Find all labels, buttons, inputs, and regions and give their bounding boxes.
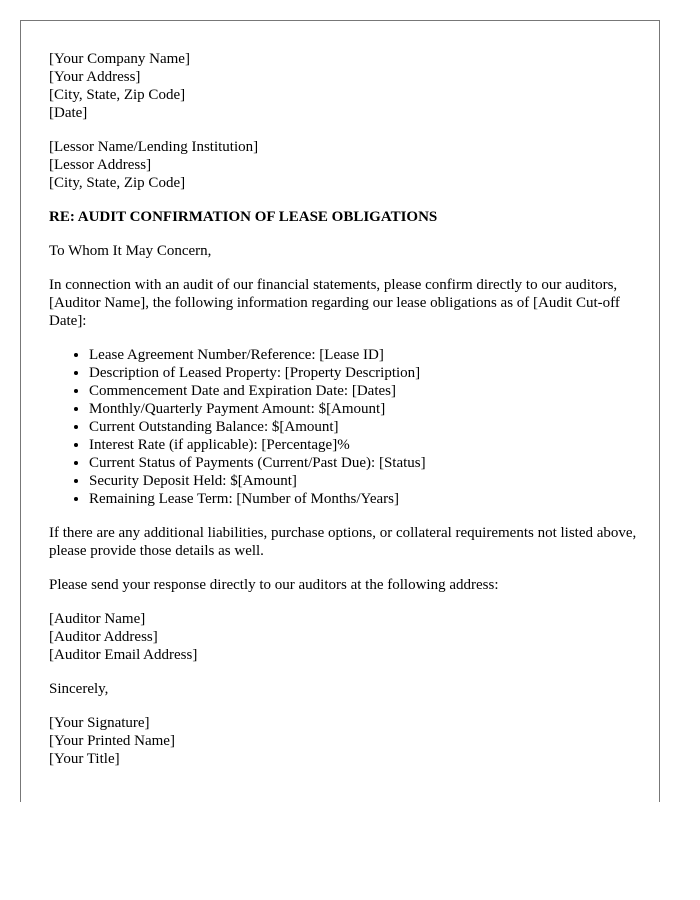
recipient-address: [Lessor Address] bbox=[49, 157, 152, 173]
auditor-address: [Auditor Address] bbox=[49, 629, 158, 645]
list-item: • Current Outstanding Balance: $[Amount] bbox=[89, 418, 639, 436]
list-item: • Lease Agreement Number/Reference: [Lease ID] bbox=[89, 346, 639, 364]
letter-content bbox=[49, 50, 639, 784]
letter-page bbox=[20, 20, 660, 802]
printed-name: [Your Printed Name] bbox=[49, 733, 175, 749]
signature: [Your Signature] bbox=[49, 715, 150, 731]
response-paragraph: Please send your response directly to our auditors at the following address: bbox=[49, 577, 499, 593]
list-item: • Interest Rate (if applicable): [Percentage]% bbox=[89, 436, 639, 454]
subject-line: RE: AUDIT CONFIRMATION OF LEASE OBLIGATIONS bbox=[49, 209, 438, 225]
recipient-name: [Lessor Name/Lending Institution] bbox=[49, 139, 259, 155]
sender-city-state-zip: [City, State, Zip Code] bbox=[49, 87, 186, 103]
lease-info-list bbox=[49, 346, 639, 508]
sender-block bbox=[49, 50, 639, 122]
signature-block bbox=[49, 714, 639, 768]
intro-paragraph: In connection with an audit of our financial statements, please confirm directly to our auditors, [Auditor Name], the following information regarding our lease obligations as of [Audit Cut-off Date]: bbox=[49, 277, 620, 329]
closing: Sincerely, bbox=[49, 681, 109, 697]
sender-title: [Your Title] bbox=[49, 751, 120, 767]
list-item: • Monthly/Quarterly Payment Amount: $[Amount] bbox=[89, 400, 639, 418]
letter-date: [Date] bbox=[49, 105, 88, 121]
sender-company-name: [Your Company Name] bbox=[49, 51, 190, 67]
sender-address: [Your Address] bbox=[49, 69, 141, 85]
additional-info-paragraph: If there are any additional liabilities, purchase options, or collateral requirements not listed above, please provide those details as well. bbox=[49, 525, 637, 559]
auditor-block bbox=[49, 610, 639, 664]
list-item: • Remaining Lease Term: [Number of Months/Years] bbox=[89, 490, 639, 508]
auditor-email: [Auditor Email Address] bbox=[49, 647, 198, 663]
recipient-city-state-zip: [City, State, Zip Code] bbox=[49, 175, 186, 191]
list-item: • Commencement Date and Expiration Date: [Dates] bbox=[89, 382, 639, 400]
list-item: • Description of Leased Property: [Property Description] bbox=[89, 364, 639, 382]
auditor-name: [Auditor Name] bbox=[49, 611, 146, 627]
list-item: • Current Status of Payments (Current/Past Due): [Status] bbox=[89, 454, 639, 472]
salutation: To Whom It May Concern, bbox=[49, 243, 212, 259]
list-item: • Security Deposit Held: $[Amount] bbox=[89, 472, 639, 490]
recipient-block bbox=[49, 138, 639, 192]
